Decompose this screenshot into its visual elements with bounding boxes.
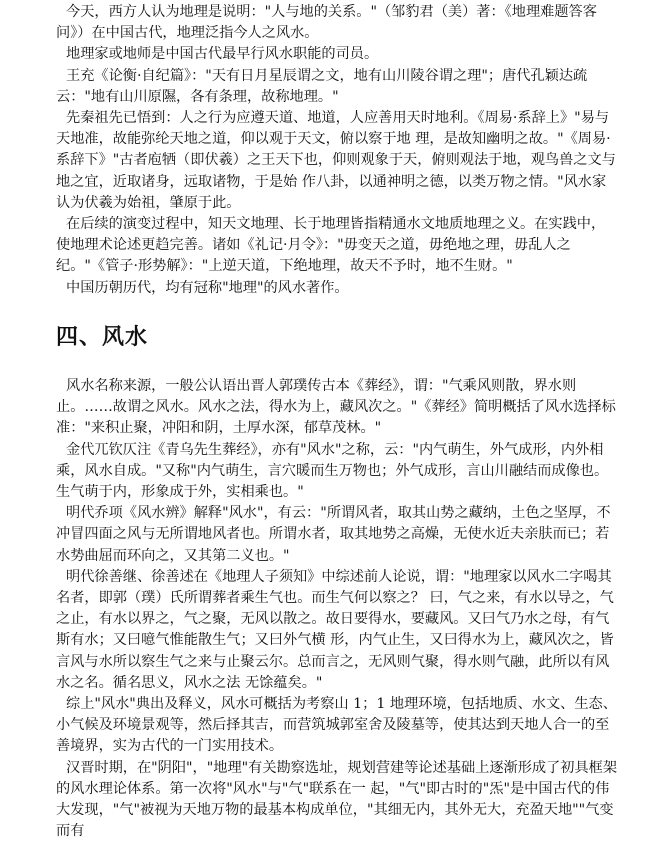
section-three-body (0, 2, 670, 299)
paragraph-text: 风水名称来源，一般公认语出晋人郭璞传古本《葬经》，谓："气乘风则散，界水则止。……故谓之风水。风水之法，得水为上，藏风次之。"《葬经》简明概括了风水选择标准："来积止聚，冲阳和阴，土厚水深，郁草茂林。" (56, 378, 616, 437)
paragraph-text: 明代徐善继、徐善述在《地理人子须知》中综述前人论说，谓："地理家以风水二字喝其名者，即郭（璞）氏所谓葬者乘生气也。而生气何以察之？ 曰，气之来，有水以导之，气之止，有水以界之，气之聚，无风以散之。故日要得水，要藏风。又曰气乃水之母，有气斯有水；又曰噫气惟能散生气；又曰外气横 形，内气止生，又曰得水为上，藏风次之，皆言风与水所以察生气之来与止聚云尔。总而言之，无风则气聚，得水则气融，此所以有风水之名。循名思义，风水之法 无馀蕴矣。" (56, 568, 614, 691)
paragraph-text: 中国历朝历代，均有冠称"地理"的风水著作。 (66, 279, 349, 296)
paragraph-text: 明代乔项《风水辨》解释"风水"，有云："所谓风者，取其山势之藏纳，土色之坚厚，不冲冒四面之风与无所谓地风者也。所谓水者，取其地势之高燥，无使水近夫亲肤而已；若水势曲屈而环向之，又其第二义也。" (56, 505, 611, 564)
paragraph (0, 2, 670, 44)
paragraph-text: 综上"风水"典出及释义，风水可概括为考察山 1；1 地理环境，包括地质、水文、生态、小气候及环境景观等，然后择其吉，而营筑城郭室舍及陵墓等，使其达到天地人合一的至善境界，实为古代的一门实用技术。 (56, 696, 617, 755)
section-four-body (0, 376, 670, 842)
section-heading: 四、风水 (56, 325, 149, 350)
paragraph-text: 王充《论衡·自纪篇》："天有日月星辰谓之文，地有山川陵谷谓之理"；唐代孔颖达疏云："地有山川原隰，各有条理，故称地理。" (56, 67, 588, 105)
paragraph (0, 694, 670, 758)
paragraph-text: 汉晋时期，在"阴阳"，"地理"有关勘察选址，规划营建等论述基础上逐渐形成了初具框架的风水理论体系。第一次将"风水"与"气"联系在一 起，"气"即古时的"炁"是中国古代的伟大发现，"气"被视为天地万物的最基本构成单位，"其细无内，其外无大，充盈天地""气变而有 (56, 759, 618, 840)
paragraph-text: 地理家或地师是中国古代最早行风水职能的司员。 (66, 46, 379, 63)
paragraph-text: 先秦祖先已悟到：人之行为应遵天道、地道，人应善用天时地利。《周易·系辞上》"易与天地准，故能弥纶天地之道，仰以观于天文，俯以察于地 理，是故知幽明之故。"《周易·系辞下》"古者庖牺（即伏羲）之王天下也，仰则观象于天，俯则观法于地，观鸟兽之文与地之宜，近取诸身，远取诸物，于是始 作八卦，以通神明之德，以类万物之情。"风水家认为伏羲为始祖，肇原于此。 (56, 110, 616, 211)
paragraph (0, 108, 670, 214)
paragraph (0, 758, 670, 843)
paragraph-text: 金代兀钦仄注《青乌先生葬经》，亦有"风水"之称，云："内气萌生，外气成形，内外相乘，风水自成。"又称"内气萌生，言穴暖而生万物也；外气成形，言山川融结而成像也。生气萌于内，形象成于外，实相乘也。" (56, 441, 609, 501)
paragraph-text: 在后续的演变过程中，知天文地理、长于地理皆指精通水文地质地理之义。在实践中，使地理术论述更趋完善。诸如《礼记·月令》："毋变天之道，毋绝地之理，毋乱人之纪。"《管子·形势解》："上逆天道，下绝地理，故天不予时，地不生财。" (56, 216, 606, 275)
paragraph (0, 44, 670, 65)
paragraph (0, 440, 670, 504)
paragraph (0, 376, 670, 440)
paragraph (0, 503, 670, 567)
paragraph-text: 今天，西方人认为地理是说明："人与地的关系。"（邹豹君（美）著：《地理难题答客问》）在中国古代，地理泛指今人之风水。 (56, 4, 597, 42)
paragraph (0, 278, 670, 299)
paragraph (0, 567, 670, 694)
paragraph (0, 66, 670, 108)
paragraph (0, 214, 670, 278)
